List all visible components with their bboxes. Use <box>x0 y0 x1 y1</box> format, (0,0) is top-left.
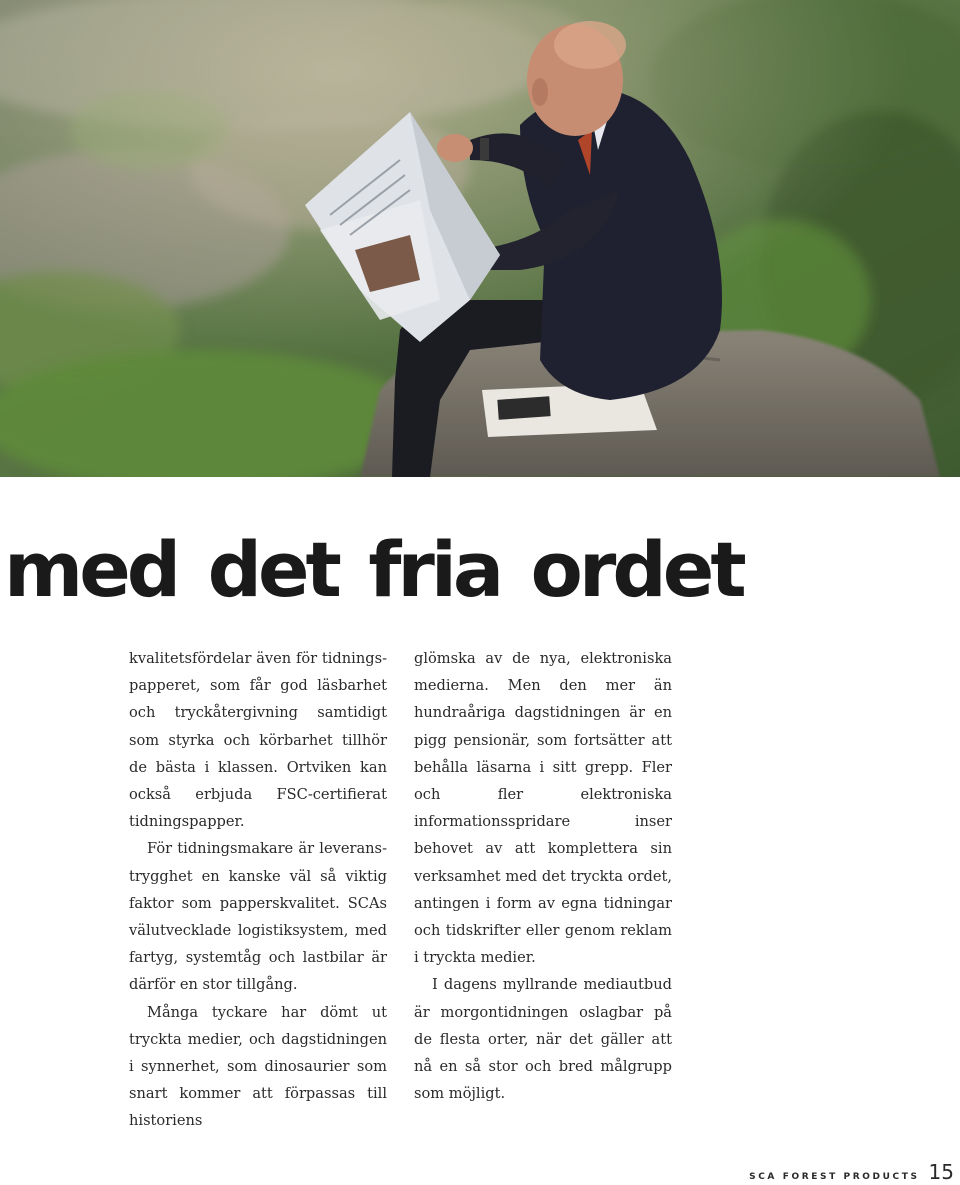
paragraph: kvalitetsfördelar även för tidningspapperet, som får god läsbarhet och tryckåtergivning samtidigt som styrka och körbarhet tillhör de bästa i klassen. Ortviken kan också erbjuda FSC-certifierat tidningspapper. <box>129 650 387 831</box>
page-footer <box>749 1160 954 1184</box>
text-column-right <box>414 645 672 1107</box>
footer-brand: SCA FOREST PRODUCTS <box>749 1172 920 1182</box>
paragraph: För tidningsmakare är leveranstrygghet en kanske väl så viktig faktor som papperskvalitet. SCAs välutvecklade logistiksystem, med fartyg, systemtåg och lastbilar är därför en stor tillgång. <box>129 840 387 994</box>
page-number: 15 <box>928 1160 954 1184</box>
paragraph: glömska av de nya, elektroniska medierna. Men den mer än hundraåriga dagstidningen är en pigg pensionär, som fortsätter att behålla läsarna i sitt grepp. Fler och fler elektroniska informationsspridare inser behovet av att komplettera sin verksamhet med det tryckta ordet, antingen i form av egna tidningar och tidskrifter eller genom reklam i tryckta medier. <box>414 650 672 967</box>
headline: med det fria ordet <box>4 525 743 614</box>
paragraph: I dagens myllrande mediautbud är morgontidningen oslagbar på de flesta orter, när det gäller att nå en så stor och bred målgrupp som möjligt. <box>414 976 672 1103</box>
hero-photo <box>0 0 960 477</box>
man-reading-newspaper-photo <box>0 0 960 477</box>
paragraph: Många tyckare har dömt ut tryckta medier, och dagstidningen i synnerhet, som dinosaurier som snart kommer att förpassas till historiens <box>129 1003 387 1130</box>
text-column-left <box>129 645 387 1135</box>
